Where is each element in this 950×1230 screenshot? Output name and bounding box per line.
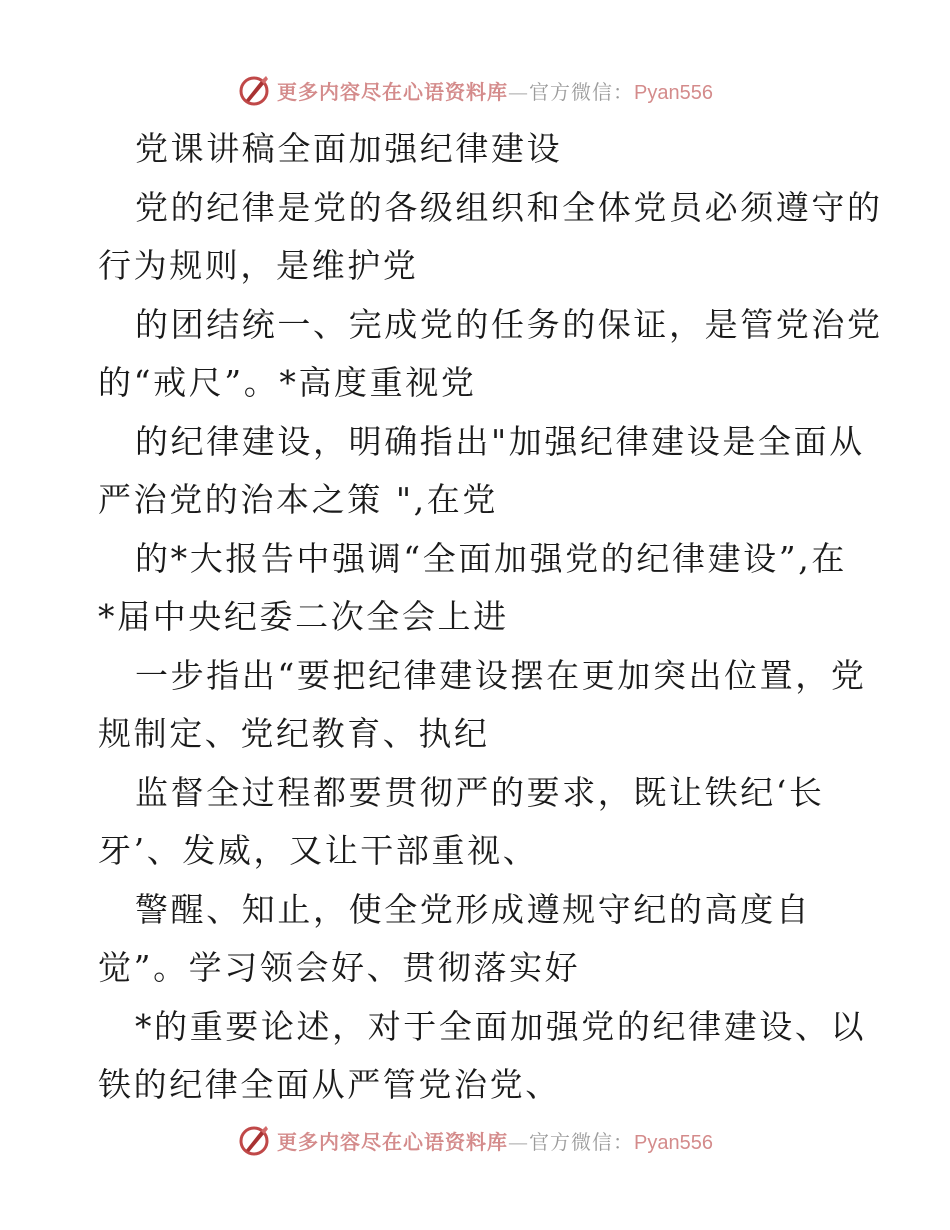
document-line: 监督全过程都要贯彻严的要求，既让铁纪‘长: [135, 772, 825, 812]
banner-wechat-id: Pyan556: [634, 81, 713, 104]
document-line: 警醒、知止，使全党形成遵规守纪的高度自: [135, 889, 812, 929]
document-line: 的纪律建设，明确指出"加强纪律建设是全面从: [135, 421, 865, 461]
document-line: 的“戒尺”。*高度重视党: [98, 363, 477, 402]
document-line: 严治党的治本之策 ",在党: [98, 480, 498, 519]
quill-logo-icon: [237, 1123, 271, 1157]
banner-official-label: 官方微信：: [529, 1129, 635, 1154]
footer-banner: [0, 1120, 950, 1160]
document-body: [98, 120, 883, 1115]
banner-separator: —: [508, 79, 530, 104]
document-line: 牙’、发威，又让干部重视、: [98, 831, 539, 870]
document-line: 规制定、党纪教育、执纪: [98, 714, 490, 753]
document-line: 的*大报告中强调“全面加强党的纪律建设”,在: [135, 538, 847, 578]
quill-logo-icon: [237, 73, 271, 107]
document-line: 行为规则，是维护党: [98, 246, 419, 285]
document-line: *的重要论述，对于全面加强党的纪律建设、以: [135, 1006, 867, 1046]
document-line: 党的纪律是党的各级组织和全体党员必须遵守的: [135, 187, 883, 227]
document-line: 觉”。学习领会好、贯彻落实好: [98, 948, 581, 987]
banner-wechat-id: Pyan556: [634, 1131, 713, 1154]
banner-brand-text: 更多内容尽在心语资料库: [277, 1129, 509, 1154]
document-line: 铁的纪律全面从严管党治党、: [98, 1065, 561, 1104]
document-title: 党课讲稿全面加强纪律建设: [135, 129, 563, 168]
banner-brand-text: 更多内容尽在心语资料库: [277, 79, 509, 104]
header-banner: [0, 70, 950, 110]
banner-official-label: 官方微信：: [529, 79, 635, 104]
document-line: 一步指出“要把纪律建设摆在更加突出位置，党: [135, 655, 867, 695]
banner-separator: —: [508, 1129, 530, 1154]
document-line: 的团结统一、完成党的任务的保证，是管党治党: [135, 304, 883, 344]
document-line: *届中央纪委二次全会上进: [98, 597, 509, 636]
